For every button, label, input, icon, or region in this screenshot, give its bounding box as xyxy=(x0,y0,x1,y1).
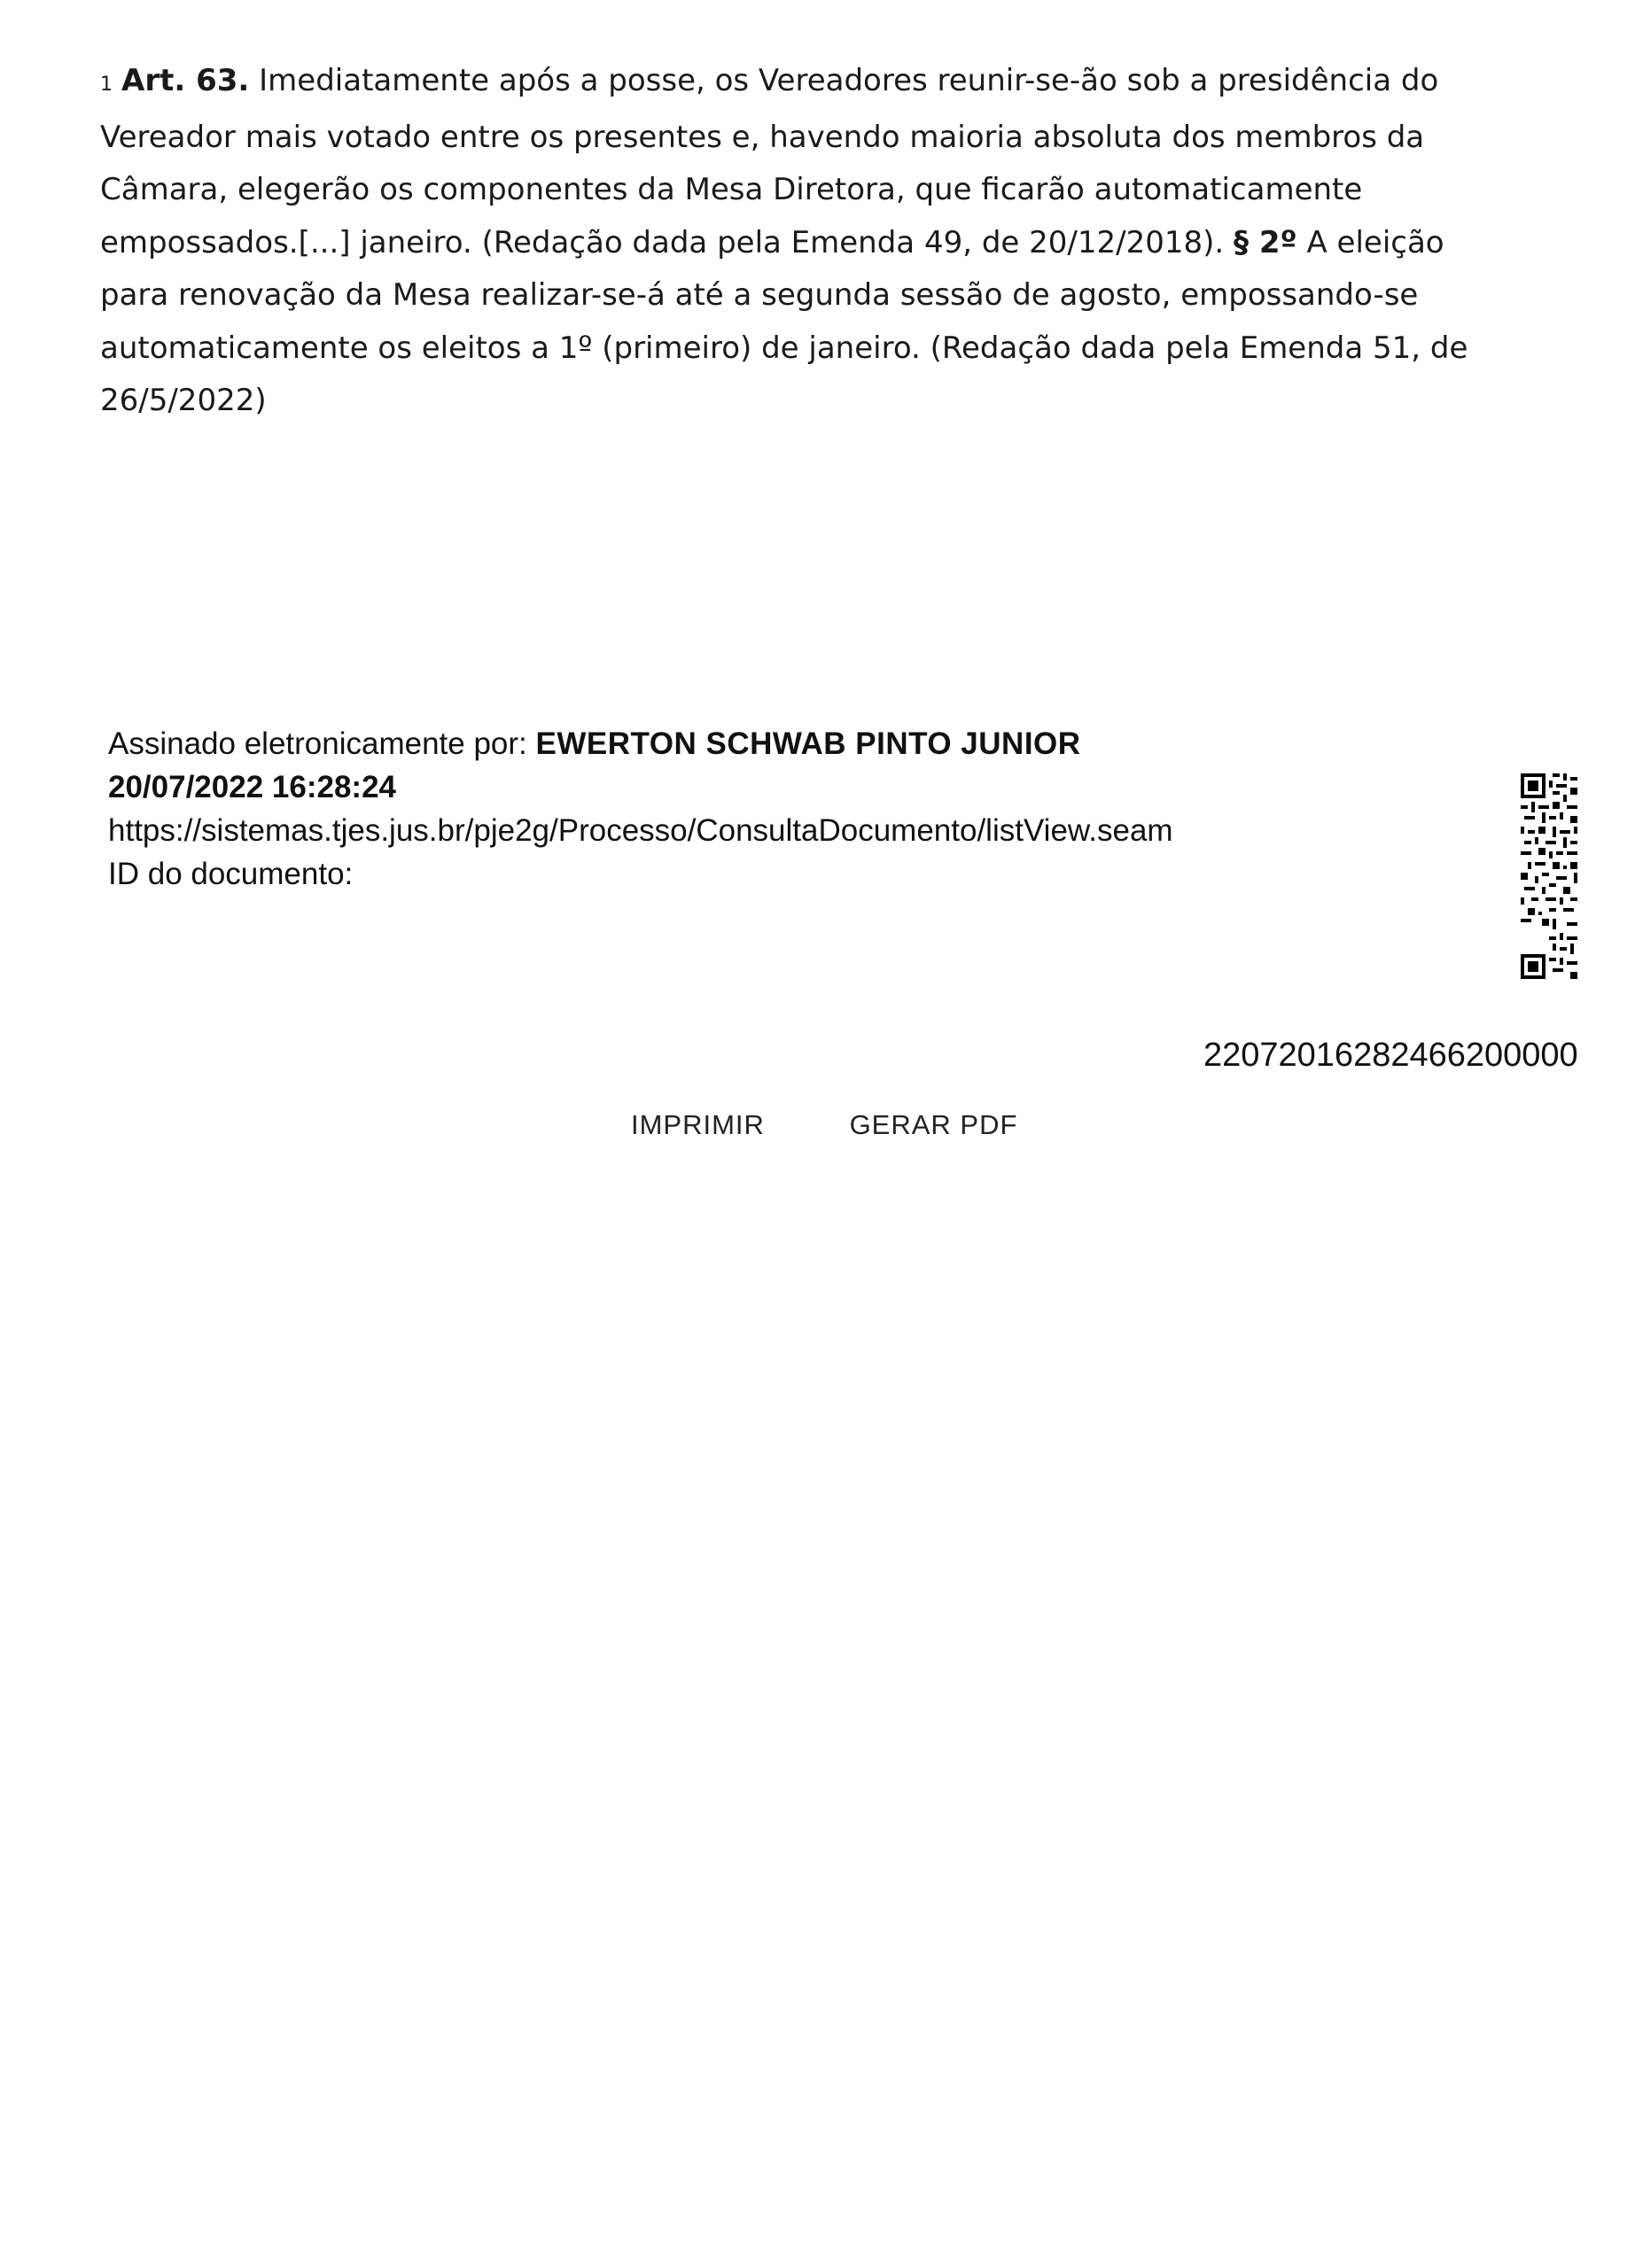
document-url[interactable]: https://sistemas.tjes.jus.br/pje2g/Processo/ConsultaDocumento/listView.seam xyxy=(108,813,1173,848)
footnote-text-part2: A eleição para renovação da Mesa realizar-se-á até a segunda sessão de agosto, empossando-se automaticamente os eleitos a 1º (primeiro) de janeiro. (Redação dada pela Emenda 51, de 26/5/2022) xyxy=(100,224,1468,418)
generate-pdf-button[interactable]: GERAR PDF xyxy=(849,1109,1018,1140)
article-label: Art. 63. xyxy=(121,63,250,98)
document-actions xyxy=(631,1109,1017,1141)
signed-by-label: Assinado eletronicamente por: xyxy=(108,726,527,761)
document-id-label: ID do documento: xyxy=(108,857,354,891)
signature-block xyxy=(108,722,1260,896)
qr-code-icon xyxy=(1521,773,1581,980)
signed-by-line xyxy=(108,722,1260,765)
signer-name: EWERTON SCHWAB PINTO JUNIOR xyxy=(535,726,1081,761)
print-button[interactable]: IMPRIMIR xyxy=(631,1109,765,1140)
signature-datetime: 20/07/2022 16:28:24 xyxy=(108,770,396,804)
document-id-number: 22072016282466200000 xyxy=(1203,1037,1578,1074)
footnote-text-part1: Imediatamente após a posse, os Vereadores reunir-se-ão sob a presidência do Vereador mais votado entre os presentes e, havendo maioria absoluta dos membros da Câmara, elegerão os componentes da Mesa Diretora, que ficarão automaticamente empossados.[...] janeiro. (Redação dada pela Emenda 49, de 20/12/2018). xyxy=(100,63,1439,260)
footnote xyxy=(100,55,1483,428)
footnote-number: 1 xyxy=(100,74,113,96)
paragraph-label: § 2º xyxy=(1234,224,1297,260)
